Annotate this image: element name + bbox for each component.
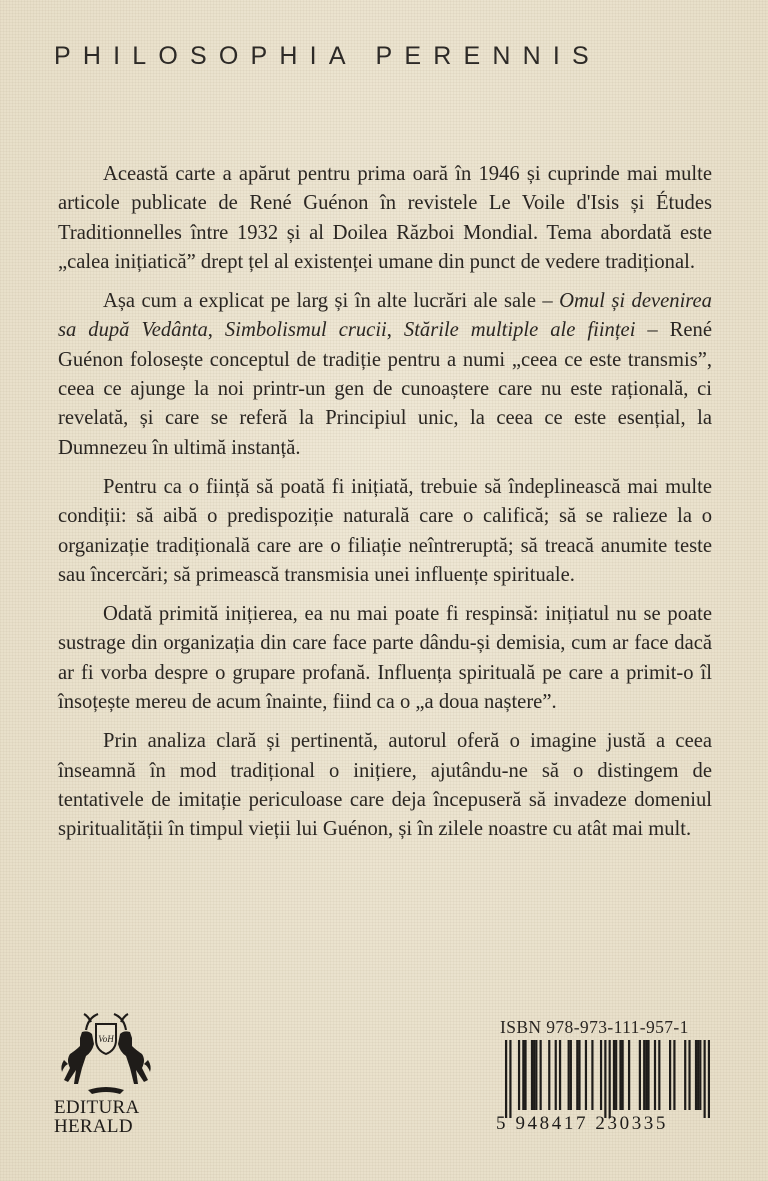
barcode-bar xyxy=(505,1040,507,1118)
barcode-bar xyxy=(533,1040,535,1110)
barcode-bar xyxy=(647,1040,649,1110)
paragraph xyxy=(58,727,712,844)
text-run: , xyxy=(386,319,404,342)
barcode-bar xyxy=(540,1040,542,1110)
barcode-bar xyxy=(548,1040,550,1110)
barcode-bar xyxy=(622,1040,624,1110)
barcode-bar xyxy=(697,1040,699,1110)
barcode-bar xyxy=(688,1040,690,1110)
logo-monogram: VoH xyxy=(98,1034,114,1044)
barcode-bar xyxy=(704,1040,706,1118)
barcode-bar xyxy=(708,1040,710,1118)
barcode-bar xyxy=(591,1040,593,1110)
barcode-bar xyxy=(673,1040,675,1110)
barcode-bar xyxy=(576,1040,578,1110)
barcode-bar xyxy=(628,1040,630,1110)
publisher-name xyxy=(54,1098,164,1136)
series-title: PHILOSOPHIA PERENNIS xyxy=(54,42,601,70)
text-run: Această carte a apărut pentru prima oară în 1946 și cuprinde mai multe articole publicate de René Guénon în revistele Le Voile d'Isis și Études Traditionnelles între 1932 și al Doilea Război Mondial. Tema abordată este „calea inițiatică” drept țel al existenței umane din punct de vedere tradițional. xyxy=(58,163,712,273)
barcode-bar xyxy=(609,1040,611,1118)
barcode-bar xyxy=(585,1040,587,1110)
back-cover-text xyxy=(58,160,712,855)
text-run: – René Guénon folosește conceptul de tradiție pentru a numi „ceea ce este transmis”, ceea ce ajunge la noi printr-un gen de cunoaștere care nu este rațională, ci revelată, și care se referă la Principiul unic, la ceea ce este esențial, la Dumnezeu în ultimă instanță. xyxy=(58,319,712,459)
barcode-bar xyxy=(658,1040,660,1110)
barcode-bar xyxy=(522,1040,524,1110)
barcode-bar xyxy=(639,1040,641,1110)
barcode-bar xyxy=(604,1040,606,1118)
barcode-bar xyxy=(531,1040,533,1110)
barcode-bar xyxy=(555,1040,557,1110)
barcode-bar xyxy=(578,1040,580,1110)
barcode-bar xyxy=(699,1040,701,1110)
text-run: Pentru ca o ființă să poată fi inițiată, trebuie să îndeplinească mai multe condiții: să aibă o predispoziție naturală care o califică; să se ralieze la o organizație tradițională care are o filiație neîntreruptă; să treacă anumite teste sau încercări; să primească transmisia unei influențe spirituale. xyxy=(58,475,712,586)
barcode-bar xyxy=(524,1040,526,1110)
paragraph xyxy=(58,473,712,590)
barcode-bar xyxy=(559,1040,561,1110)
barcode-bar xyxy=(568,1040,570,1110)
barcode-bar xyxy=(613,1040,615,1110)
barcode-bar xyxy=(684,1040,686,1110)
text-run: , xyxy=(207,319,225,342)
barcode-bar xyxy=(669,1040,671,1110)
barcode-bar xyxy=(654,1040,656,1110)
barcode-bar xyxy=(518,1040,520,1110)
barcode-digits: 5 948417 230335 xyxy=(496,1113,668,1134)
text-run: Odată primită inițierea, ea nu mai poate fi respinsă: inițiatul nu se poate sustrage din organizația din care face parte dându-și demisia, cum ar face dacă ar fi vorba despre o grupare profană. Influența spirituală pe care a primit-o îl însoțește mereu de acum înainte, fiind ca o „a doua naștere”. xyxy=(58,603,712,714)
isbn-label: ISBN 978-973-111-957-1 xyxy=(500,1017,689,1037)
publisher-line-2: HERALD xyxy=(54,1116,133,1137)
barcode-bar xyxy=(645,1040,647,1110)
barcode-bar xyxy=(643,1040,645,1110)
barcode xyxy=(505,1040,710,1118)
book-title: Simbolismul crucii xyxy=(224,319,387,342)
text-run: Prin analiza clară și pertinentă, autorul oferă o imagine justă a ceea înseamnă în mod tradițional o inițiere, ajutându-ne să o distingem de tentativele de imitație periculoase care deja începuseră să invadeze domeniul spiritualității în timpul vieții lui Guénon, și în zilele noastre cu atât mai mult. xyxy=(58,730,712,841)
barcode-bar xyxy=(615,1040,617,1110)
barcode-bar xyxy=(535,1040,537,1110)
paragraph xyxy=(58,600,712,717)
publisher-logo xyxy=(58,1010,154,1100)
text-run: Așa cum a explicat pe larg și în alte lucrări ale sale – xyxy=(103,290,560,313)
paragraph xyxy=(58,287,712,463)
barcode-bar xyxy=(619,1040,621,1110)
barcode-bar xyxy=(509,1040,511,1118)
book-title: Omul și devenirea sa după Vedânta xyxy=(58,290,712,342)
barcode-bar xyxy=(600,1040,602,1110)
publisher-line-1: EDITURA xyxy=(54,1097,140,1118)
paragraph xyxy=(58,160,712,277)
barcode-bar xyxy=(570,1040,572,1110)
deer-pair-emblem xyxy=(61,1014,150,1094)
barcode-bar xyxy=(695,1040,697,1110)
book-title: Stările multiple ale ființei xyxy=(403,319,636,342)
